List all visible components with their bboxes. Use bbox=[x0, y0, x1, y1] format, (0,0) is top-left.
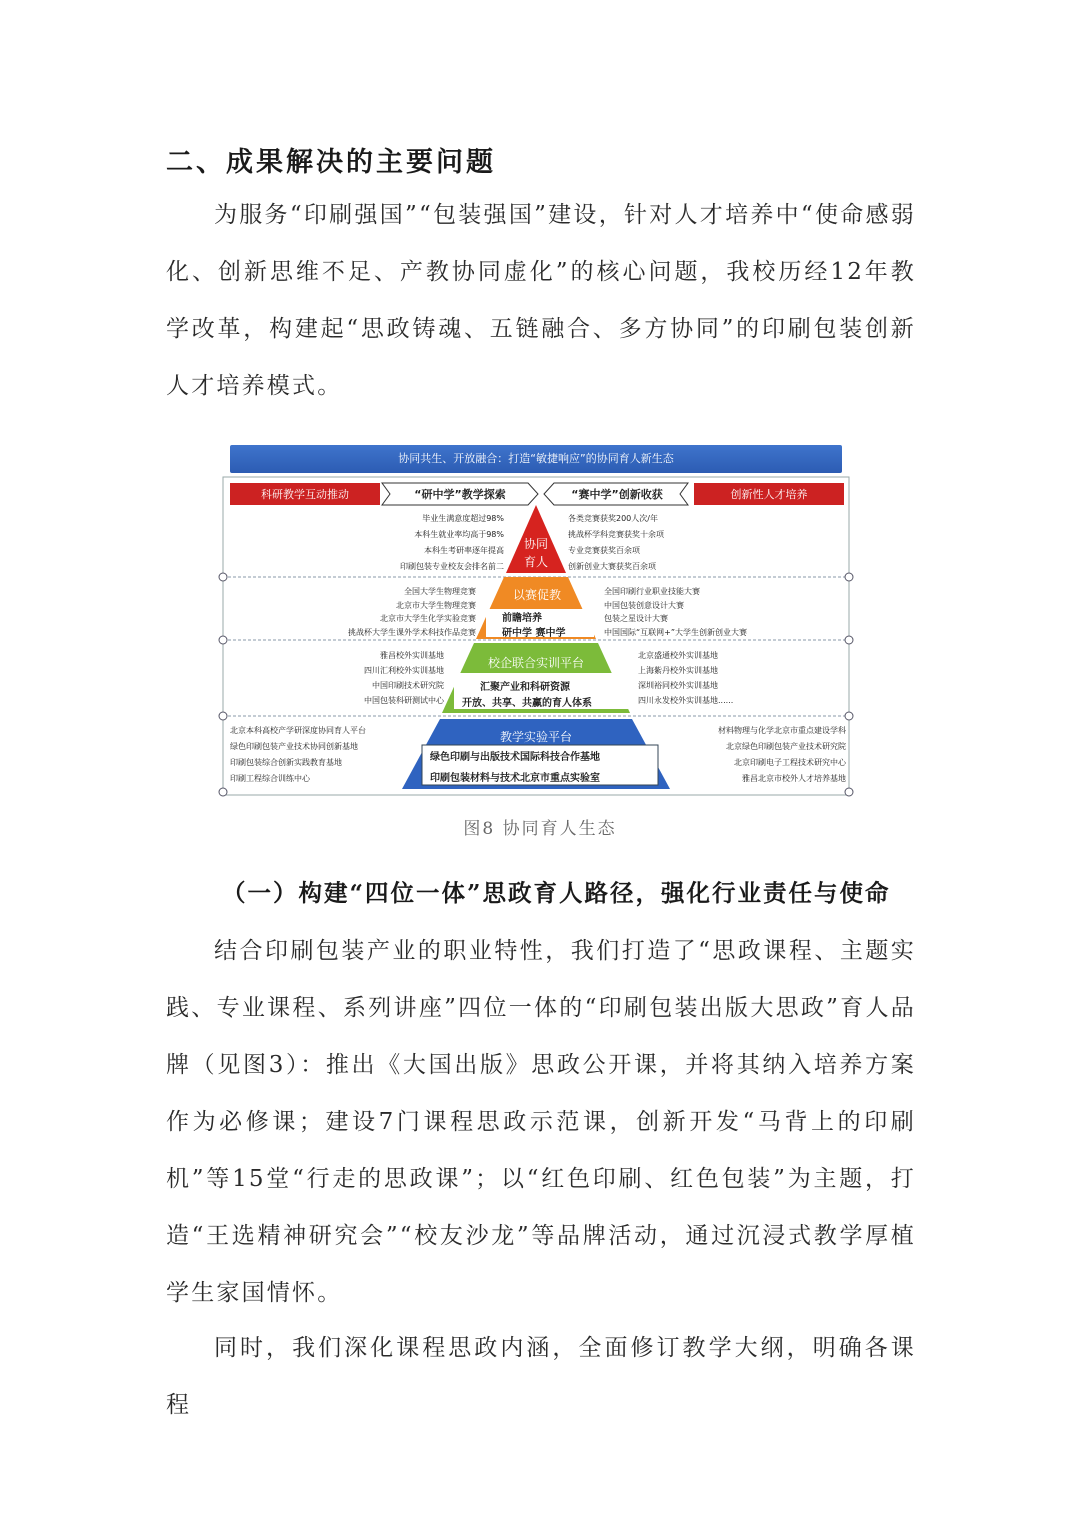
box-innovative-talent: 创新性人才培养 bbox=[730, 488, 808, 501]
list-item: 中国包装科研测试中心 bbox=[364, 696, 444, 705]
list-item: 北京市大学生物理竞赛 bbox=[396, 600, 476, 610]
apex-label-2: 育人 bbox=[523, 555, 548, 569]
list-item: 四川永发校外实训基地...... bbox=[638, 696, 734, 705]
list-item: 创新创业大赛获奖百余项 bbox=[568, 562, 656, 571]
list-item: 本科生考研率逐年提高 bbox=[424, 546, 504, 555]
list-item: 四川汇利校外实训基地 bbox=[364, 666, 444, 675]
intro-paragraph: 为服务“印刷强国”“包装强国”建设，针对人才培养中“使命感弱化、创新思维不足、产教协同虚化”的核心问题，我校历经12年教学改革，构建起“思政铸魂、五链融合、多方协同”的印刷包装创新人才培养模式。 bbox=[166, 202, 916, 399]
level3-item: 开放、共享、共赢的育人体系 bbox=[462, 698, 592, 709]
list-item: 包装之星设计大赛 bbox=[604, 614, 668, 623]
list-item: 全国大学生物理竞赛 bbox=[404, 587, 476, 596]
list-item: 本科生就业率均高于98% bbox=[414, 530, 504, 539]
level2-title: 以赛促教 bbox=[512, 588, 561, 602]
list-item: 北京绿色印刷包装产业技术研究院 bbox=[726, 742, 846, 751]
list-item: 中国包装创意设计大赛 bbox=[604, 600, 684, 610]
row3-right-list bbox=[638, 648, 733, 708]
box-research-teaching: 科研教学互动推动 bbox=[261, 488, 349, 501]
row3-left-list bbox=[364, 648, 444, 708]
list-item: 中国印刷技术研究院 bbox=[372, 681, 444, 690]
level3-title: 校企联合实训平台 bbox=[487, 656, 584, 670]
list-item: 雅昌校外实训基地 bbox=[380, 651, 444, 660]
level2-item: 研中学 赛中学 bbox=[502, 628, 566, 639]
list-item: 挑战杯大学生课外学术科技作品竞赛 bbox=[348, 627, 476, 637]
list-item: 北京盛通校外实训基地 bbox=[638, 651, 718, 660]
row2-right-list bbox=[604, 585, 747, 639]
row4-left-list bbox=[230, 723, 366, 787]
list-item: 北京本科高校产学研深度协同育人平台 bbox=[230, 726, 366, 735]
list-item: 深圳裕同校外实训基地 bbox=[638, 681, 718, 690]
list-item: 各类竞赛获奖200人次/年 bbox=[568, 514, 658, 523]
body-paragraph-continued: 同时，我们深化课程思政内涵，全面修订教学大纲，明确各课程 bbox=[166, 1335, 916, 1418]
arrow-learn-by-research: “研中学”教学探索 bbox=[414, 488, 506, 501]
list-item: 北京印刷电子工程技术研究中心 bbox=[734, 758, 846, 767]
figure-caption: 图8 协同育人生态 bbox=[463, 819, 617, 839]
row1-right-list bbox=[568, 511, 664, 575]
section-heading: 二、成果解决的主要问题 bbox=[166, 147, 496, 178]
list-item: 印刷工程综合训练中心 bbox=[230, 774, 310, 783]
list-item: 中国国际“互联网+”大学生创新创业大赛 bbox=[604, 627, 747, 637]
list-item: 材料物理与化学北京市重点建设学科 bbox=[718, 726, 846, 735]
level4-item: 绿色印刷与出版技术国际科技合作基地 bbox=[430, 752, 600, 763]
list-item: 全国印刷行业职业技能大赛 bbox=[604, 587, 700, 596]
level4-title: 教学实验平台 bbox=[499, 730, 572, 744]
list-item: 印刷包装综合创新实践教育基地 bbox=[230, 758, 342, 767]
collaborative-education-figure bbox=[218, 443, 854, 798]
figure-banner: 协同共生、开放融合：打造“敏捷响应”的协同育人新生态 bbox=[230, 445, 842, 473]
list-item: 雅昌北京市校外人才培养基地 bbox=[742, 774, 846, 783]
row4-right-list bbox=[718, 723, 846, 787]
arrow-learn-by-competition: “赛中学”创新收获 bbox=[571, 488, 663, 501]
body-paragraph: 结合印刷包装产业的职业特性，我们打造了“思政课程、主题实践、专业课程、系列讲座”四位一体的“印刷包装出版大思政”育人品牌（见图3）：推出《大国出版》思政公开课，并将其纳入培养方案作为必修课；建设7门课程思政示范课，创新开发“马背上的印刷机”等15堂“行走的思政课”；以“红色印刷、红色包装”为主题，打造“王选精神研究会”“校友沙龙”等品牌活动，通过沉浸式教学厚植学生家国情怀。 bbox=[166, 938, 916, 1306]
level2-item: 前瞻培养 bbox=[502, 613, 542, 624]
subsection-heading: （一）构建“四位一体”思政育人路径，强化行业责任与使命 bbox=[222, 879, 891, 907]
list-item: 挑战杯学科竞赛获奖十余项 bbox=[568, 530, 664, 539]
row2-left-list bbox=[348, 585, 476, 639]
list-item: 上海紫丹校外实训基地 bbox=[638, 666, 718, 675]
level3-item: 汇聚产业和科研资源 bbox=[480, 682, 570, 693]
level4-item: 印刷包装材料与技术北京市重点实验室 bbox=[430, 773, 600, 784]
apex-label-1: 协同 bbox=[523, 537, 548, 551]
list-item: 毕业生满意度超过98% bbox=[422, 514, 504, 523]
list-item: 印刷包装专业校友会排名前二 bbox=[400, 562, 504, 571]
list-item: 北京市大学生化学实验竞赛 bbox=[380, 614, 476, 623]
row1-left-list bbox=[400, 511, 504, 575]
list-item: 专业竞赛获奖百余项 bbox=[568, 546, 640, 555]
list-item: 绿色印刷包装产业技术协同创新基地 bbox=[230, 742, 358, 751]
